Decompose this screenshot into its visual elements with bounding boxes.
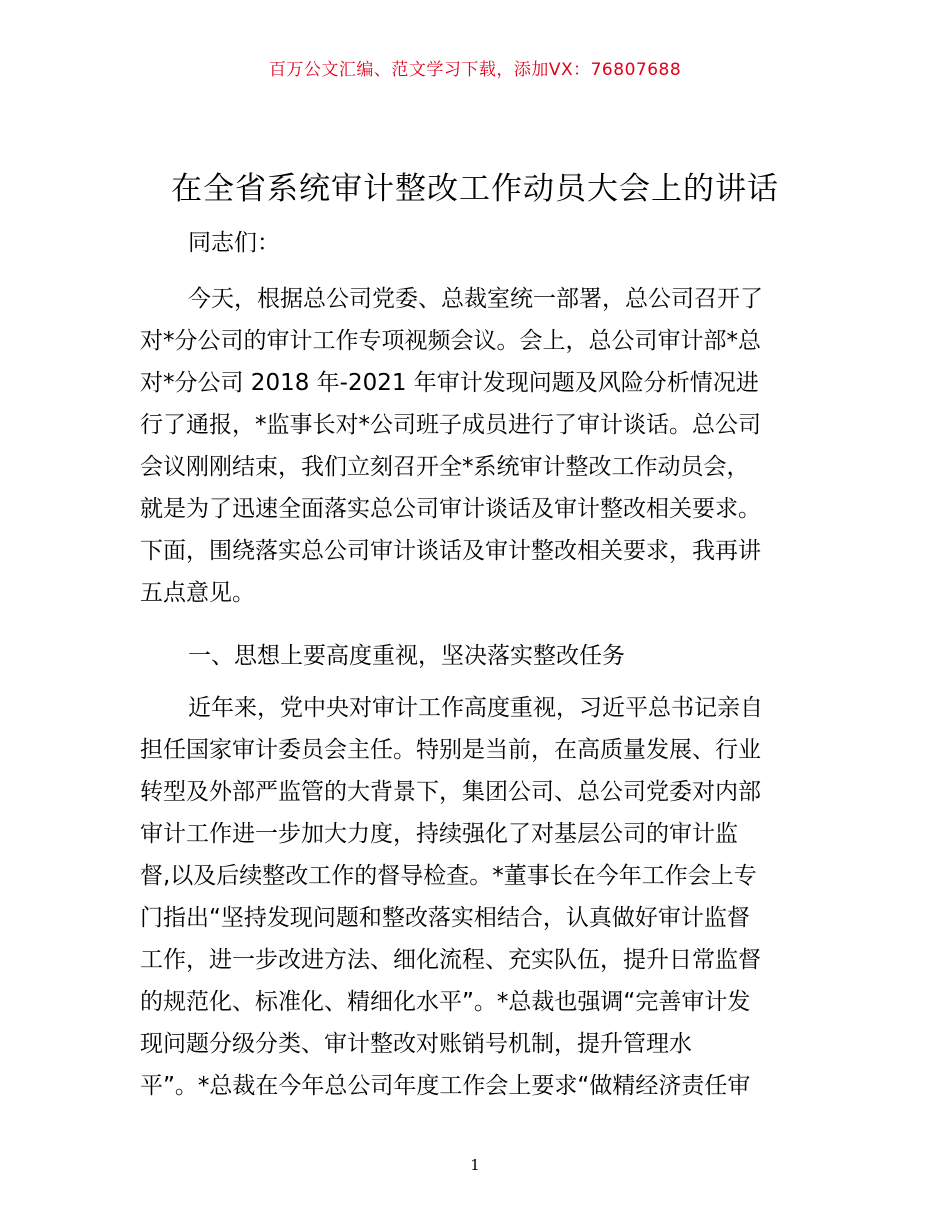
- paragraph-line: 下面，围绕落实总公司审计谈话及审计整改相关要求，我再讲: [140, 538, 761, 564]
- paragraph-line: 对*分公司 2018 年-2021 年审计发现问题及风险分析情况进: [140, 370, 759, 396]
- paragraph-line: 对*分公司的审计工作专项视频会议。会上，总公司审计部*总: [140, 328, 761, 354]
- document-title: 在全省系统审计整改工作动员大会上的讲话: [171, 171, 779, 207]
- paragraph-line: 今天，根据总公司党委、总裁室统一部署，总公司召开了: [188, 286, 763, 312]
- paragraph-line: 近年来，党中央对审计工作高度重视，习近平总书记亲自: [188, 695, 763, 721]
- paragraph-line: 审计工作进一步加大力度，持续强化了对基层公司的审计监: [140, 821, 738, 847]
- paragraph-line: 就是为了迅速全面落实总公司审计谈话及审计整改相关要求。: [140, 496, 761, 522]
- page-number: 1: [470, 1156, 480, 1174]
- paragraph-line: 平”。*总裁在今年总公司年度工作会上要求“做精经济责任审: [140, 1073, 751, 1099]
- paragraph-line: 五点意见。: [140, 580, 255, 606]
- paragraph-line: 门指出“坚持发现问题和整改落实相结合，认真做好审计监督: [140, 905, 750, 931]
- paragraph-line: 会议刚刚结束，我们立刻召开全*系统审计整改工作动员会，: [140, 454, 750, 480]
- paragraph-line: 担任国家审计委员会主任。特别是当前，在高质量发展、行业: [140, 737, 761, 763]
- paragraph-line: 督,以及后续整改工作的督导检查。*董事长在今年工作会上专: [140, 863, 757, 889]
- paragraph-line: 行了通报，*监事长对*公司班子成员进行了审计谈话。总公司: [140, 412, 761, 438]
- paragraph-line: 转型及外部严监管的大背景下，集团公司、总公司党委对内部: [140, 779, 761, 805]
- paragraph-line: 工作，进一步改进方法、细化流程、充实队伍，提升日常监督: [140, 947, 761, 973]
- salutation: 同志们：: [188, 230, 280, 256]
- header-banner: 百万公文汇编、范文学习下载，添加VX：76807688: [268, 60, 682, 80]
- section-heading: 一、思想上要高度重视，坚决落实整改任务: [188, 643, 625, 669]
- paragraph-line: 的规范化、标准化、精细化水平”。*总裁也强调“完善审计发: [140, 989, 751, 1015]
- paragraph-line: 现问题分级分类、审计整改对账销号机制，提升管理水: [140, 1031, 692, 1057]
